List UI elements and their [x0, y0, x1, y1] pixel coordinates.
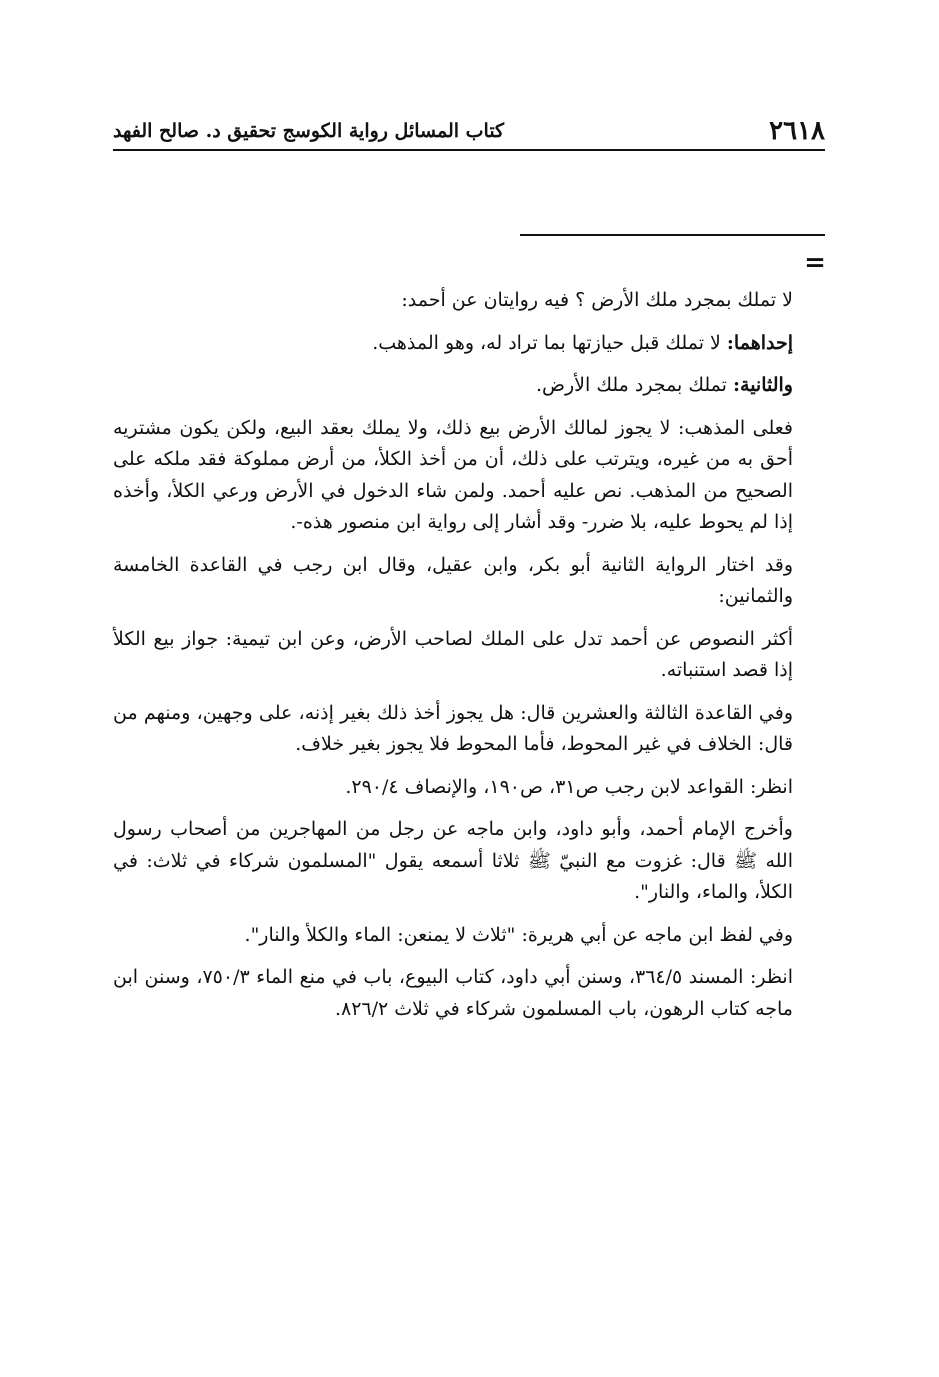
footnote-paragraph: وفي القاعدة الثالثة والعشرين قال: هل يجوز أخذ ذلك بغير إذنه، على وجهين، ومنهم من قال: الخلاف في غير المحوط، فأما المحوط فلا يجوز بغير خلاف. — [113, 701, 793, 755]
footnote-paragraph: وقد اختار الرواية الثانية أبو بكر، وابن عقيل، وقال ابن رجب في القاعدة الخامسة والثمانين: — [113, 553, 793, 607]
footnote-continuation-mark: = — [804, 248, 826, 278]
footnote-label: والثانية: — [733, 374, 793, 396]
footnote-paragraph: أكثر النصوص عن أحمد تدل على الملك لصاحب الأرض، وعن ابن تيمية: جواز بيع الكلأ إذا قصد استنباته. — [113, 627, 793, 681]
footnote-paragraph: لا تملك بمجرد ملك الأرض ؟ فيه روايتان عن أحمد: — [401, 289, 793, 311]
header-rule — [113, 149, 825, 151]
page-number: ٢٦١٨ — [769, 116, 825, 146]
footnote-paragraph — [113, 370, 793, 402]
footnote-paragraph: فعلى المذهب: لا يجوز لمالك الأرض بيع ذلك، ولا يملك بعقد البيع، ولكن يكون مشتريه أحق به من غيره، ويترتب على ذلك، أن من أخذ الكلأ، من أرض مملوكة فقد ملكه على الصحيح من المذهب. نص عليه أحمد. ولمن شاء الدخول في الأرض ورعي الكلأ، وأخذه إذا لم يحوط عليه، بلا ضرر- وقد أشار إلى رواية ابن منصور هذه-. — [113, 416, 793, 533]
footnote-text: لا تملك قبل حيازتها بما تراد له، وهو المذهب. — [372, 331, 727, 354]
footnote-reference: انظر: القواعد لابن رجب ص٣١، ص١٩٠، والإنصاف ٢٩٠/٤. — [345, 775, 793, 798]
footnote-paragraph: وفي لفظ ابن ماجه عن أبي هريرة: "ثلاث لا يمنعن: الماء والكلأ والنار". — [244, 923, 793, 946]
footnote-paragraph: وأخرج الإمام أحمد، وأبو داود، وابن ماجه عن رجل من المهاجرين من أصحاب رسول الله ﷺ قال: غزوت مع النبيّ ﷺ ثلاثا أسمعه يقول "المسلمون شركاء في ثلاث: في الكلأ، والماء، والنار". — [113, 818, 793, 903]
footnote-paragraph — [113, 328, 793, 360]
footnote-body — [113, 285, 793, 1036]
footnote-text: تملك بمجرد ملك الأرض. — [536, 374, 733, 396]
footnote-label: إحداهما: — [726, 331, 793, 354]
page-header — [113, 108, 825, 146]
footnote-separator — [520, 234, 825, 236]
footnote-reference: انظر: المسند ٣٦٤/٥، وسنن أبي داود، كتاب البيوع، باب في منع الماء ٧٥٠/٣، وسنن ابن ماجه كتاب الرهون، باب المسلمون شركاء في ثلاث ٨٢٦/٢. — [113, 966, 793, 1020]
running-title: كتاب المسائل رواية الكوسج تحقيق د. صالح الفهد — [113, 120, 505, 142]
